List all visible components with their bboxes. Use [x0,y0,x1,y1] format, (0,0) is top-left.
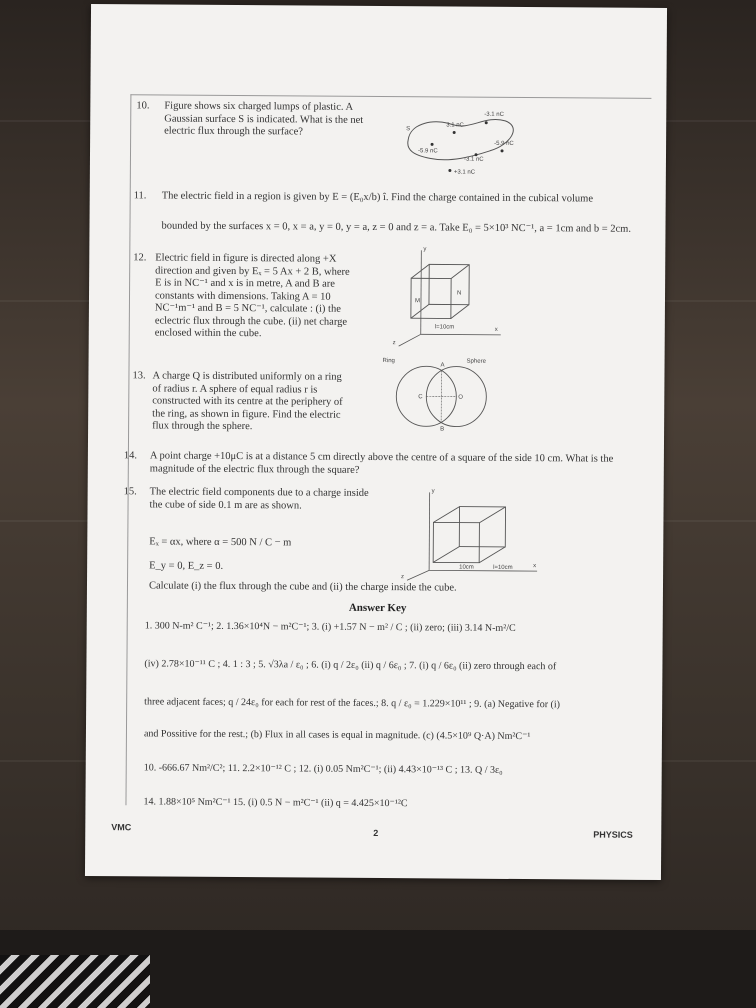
answer-line-2: (iv) 2.78×10⁻¹¹ C ; 4. 1 : 3 ; 5. √3λa / ε₀ ; 6. (i) q / 2ε₀ (ii) q / 6ε₀ ; 7. (i) q / 6ε₀ (ii) zero through each of [144,658,557,673]
q15-label-y: y [431,488,435,495]
q10-label-5: -5.9 nC [494,140,514,147]
q15-text: The electric field components due to a charge inside the cube of side 0.1 m are as shown. [149,486,369,511]
q12-figure [385,242,506,353]
document-page [85,4,667,880]
q11-text-2: bounded by the surfaces x = 0, x = a, y = 0, y = a, z = 0 and z = a. Take E₀ = 5×10³ NC⁻¹, a = 1cm and b = 2cm. [161,220,632,235]
q15-label-10cm: 10cm [459,564,474,571]
q13-label-sphere: Sphere [466,358,486,365]
q10-label-1: -3.1 nC [484,111,504,118]
q13-label-ring: Ring [382,358,395,365]
q15-number: 15. [123,486,137,498]
footer-left: VMC [111,822,132,833]
answer-line-3: three adjacent faces; q / 24ε₀ for each for rest of the faces.; 8. q / ε₀ = 1.229×10¹¹ ; 9. (a) Negative for (i) [144,696,561,711]
shoe [0,955,150,1008]
q13-figure [376,352,497,433]
q12-label-y: y [423,246,427,253]
q12-label-l: l=10cm [434,324,455,331]
q13-number: 13. [132,370,146,382]
q15-label-z: z [401,574,405,581]
q15-line2: E_y = 0, E_z = 0. [149,560,224,572]
q11-text-1: The electric field in a region is given by E = (E₀x/b) î. Find the charge contained in the cubical volume [161,190,594,205]
q10-label-4: -5.9 nC [418,148,438,155]
q10-label-6: -3.1 nC [463,156,484,163]
q15-label-l: l=10cm [493,564,513,571]
footer-right: PHYSICS [593,829,633,840]
q13-text: A charge Q is distributed uniformly on a ring of radius r. A sphere of equal radius r is constructed with its centre at the periphery of the ring, as shown in figure. Find the electric flux through the sphere. [152,370,343,433]
page-number: 2 [373,827,379,839]
q12-label-n: N [457,290,462,297]
q12-label-x: x [494,326,498,333]
q10-text: Figure shows six charged lumps of plastic. A Gaussian surface S is indicated. What is the net electric flux through the surface? [164,100,364,138]
q14-number: 14. [123,450,138,462]
q13-label-o: O [458,394,464,401]
q11-number: 11. [133,190,147,202]
q10-label-3: S [406,126,411,133]
q10-label-7: +3.1 nC [453,169,476,176]
answer-line-6: 14. 1.88×10⁵ Nm²C⁻¹ 15. (i) 0.5 N − m²C⁻¹ (ii) q = 4.425×10⁻¹²C [143,796,408,810]
q12-label-z: z [392,340,396,347]
q10-number: 10. [136,100,150,112]
answer-line-1: 1. 300 N-m² C⁻¹; 2. 1.36×10⁴N − m²C⁻¹; 3. (i) +1.57 N − m² / C ; (ii) zero; (iii) 3.14 N-m²/C [144,620,516,634]
q13-label-c: C [418,394,423,401]
q12-number: 12. [133,252,147,264]
q15-line3: Calculate (i) the flux through the cube and (ii) the charge inside the cube. [148,580,457,594]
q12-text: Electric field in figure is directed along +X direction and given by Eₓ = 5 Ax + 2 B, where E is in NC⁻¹ and x is in metre, A and B are constants with dimensions. Taking A = 10 NC⁻¹m⁻¹ and B = 5 NC⁻¹, calculate : (i) the eclectric flux through the cube. (ii) net charge enclosed within the cube. [154,252,350,340]
q10-label-2: 3.1 nC [446,122,464,129]
q15-label-x: x [533,563,537,570]
q15-line1: Eₓ = αx, where α = 500 N / C − m [149,536,292,549]
q10-figure [390,100,541,183]
q14-text: A point charge +10μC is at a distance 5 cm directly above the centre of a square of the side 10 cm. What is the magnitude of the electric flux through the square? [149,450,614,476]
answer-key-title: Answer Key [348,601,407,615]
answer-line-4: and Possitive for the rest.; (b) Flux in all cases is equal in magnitude. (c) (4.5×10⁹ Q·A) Nm²C⁻¹ [143,728,531,743]
q12-label-m: M [414,298,421,305]
q15-figure [393,484,544,585]
answer-line-5: 10. -666.67 Nm²/C²; 11. 2.2×10⁻¹² C ; 12. (i) 0.05 Nm²C⁻¹; (ii) 4.43×10⁻¹³ C ; 13. Q / 3ε₀ [143,762,503,776]
q13-label-b: B [440,426,445,433]
q13-label-a: A [440,362,445,369]
